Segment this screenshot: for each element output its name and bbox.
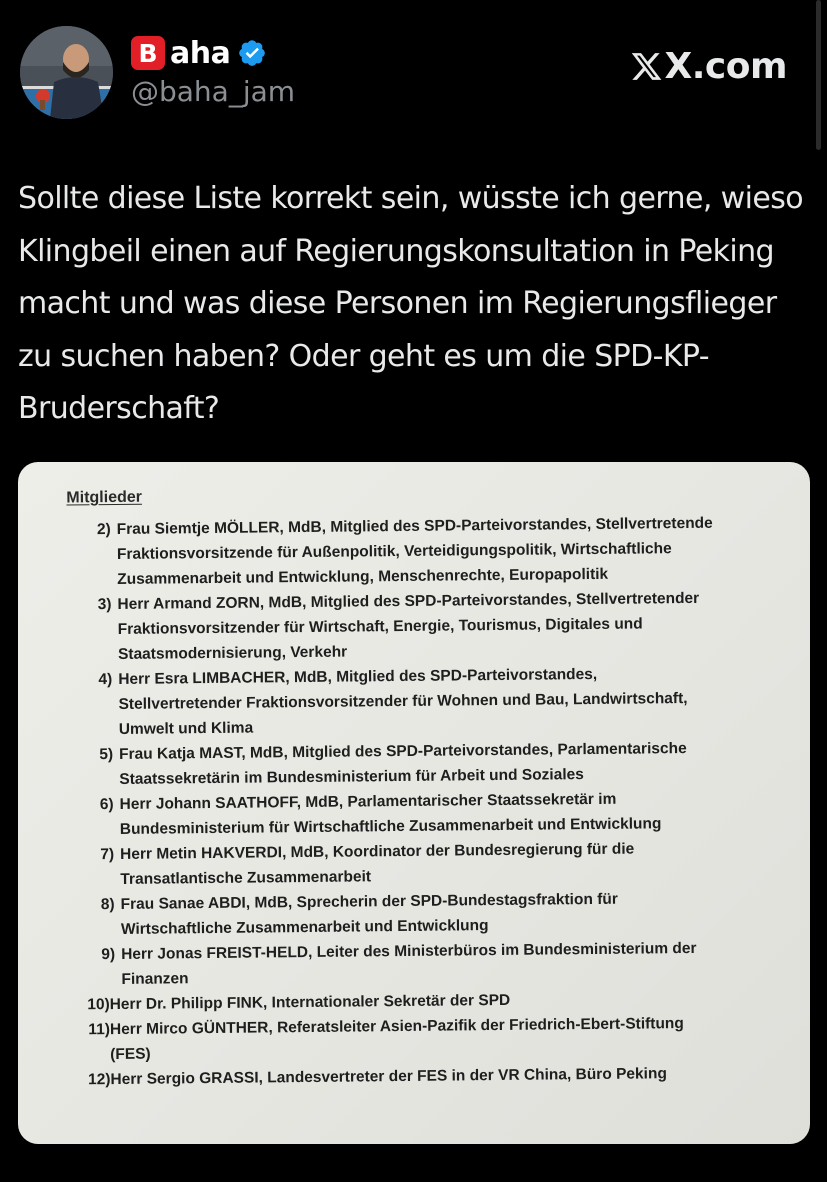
list-item-text: Frau Siemtje MÖLLER, MdB, Mitglied des SPD-Parteivorstandes, Stellvertretende Fraktionsvorsitzende für Außenpolitik, Verteidigungspolitik, Wirtschaftliche Zusammenarbeit und Entwicklung, Menschenrechte, Europapolitik xyxy=(116,514,713,588)
list-item-text: Herr Johann SAATHOFF, MdB, Parlamentarischer Staatssekretär im Bundesministerium für Wirtschaftliche Zusammenarbeit und Entwicklung xyxy=(119,790,662,838)
list-item-number: 4) xyxy=(98,671,113,689)
list-item-text: Herr Dr. Philipp FINK, Internationaler Sekretär der SPD xyxy=(109,991,511,1014)
list-item xyxy=(81,785,781,842)
member-list xyxy=(79,510,785,1092)
display-name[interactable]: aha xyxy=(170,35,231,71)
list-item xyxy=(83,935,783,992)
x-com-watermark xyxy=(630,46,787,87)
list-item-number: 10) xyxy=(87,996,110,1014)
list-item xyxy=(84,1010,784,1067)
list-item-number: 11) xyxy=(88,1021,111,1039)
list-item-number: 12) xyxy=(87,1071,111,1089)
list-item xyxy=(82,835,782,892)
b-emoji-badge: B xyxy=(131,36,165,70)
handle[interactable]: @baha_jam xyxy=(131,75,296,108)
x-com-label: X.com xyxy=(664,46,787,87)
tweet-text: Sollte diese Liste korrekt sein, wüsste ich gerne, wieso Klingbeil einen auf Regierungskonsultation in Peking macht und was diese Personen im Regierungsflieger zu suchen haben? Oder geht es um die SPD-KP-Bruderschaft? xyxy=(18,181,803,426)
list-item-text: Herr Sergio GRASSI, Landesvertreter der FES in der VR China, Büro Peking xyxy=(110,1065,667,1089)
list-item-number: 3) xyxy=(97,596,112,614)
avatar[interactable] xyxy=(20,26,113,119)
list-item-number: 5) xyxy=(99,746,114,764)
attached-document-image[interactable] xyxy=(18,462,810,1144)
list-item xyxy=(81,735,781,792)
list-item-text: Frau Sanae ABDI, MdB, Sprecherin der SPD-Bundestagsfraktion für Wirtschaftliche Zusammenarbeit und Entwicklung xyxy=(120,890,618,938)
verified-badge-icon xyxy=(237,38,267,68)
list-item-number: 6) xyxy=(99,796,114,814)
list-item xyxy=(79,510,780,592)
list-item-text: Herr Metin HAKVERDI, MdB, Koordinator der Bundesregierung für die Transatlantische Zusammenarbeit xyxy=(120,840,635,888)
document-page xyxy=(18,462,810,1144)
list-item xyxy=(83,885,783,942)
x-logo-icon xyxy=(630,50,663,83)
list-item-text: Herr Esra LIMBACHER, MdB, Mitglied des SPD-Parteivorstandes, Stellvertretender Fraktionsvorsitzender für Wohnen und Bau, Landwirtschaft, Umwelt und Klima xyxy=(118,665,688,738)
list-item-number: 7) xyxy=(100,846,115,864)
list-item xyxy=(79,585,780,667)
list-item-text: Herr Jonas FREIST-HELD, Leiter des Ministerbüros im Bundesministerium der Finanzen xyxy=(121,939,697,988)
document-heading: Mitglieder xyxy=(66,488,143,507)
list-item-number: 8) xyxy=(100,896,115,914)
display-name-row[interactable] xyxy=(131,34,267,72)
list-item-text: Frau Katja MAST, MdB, Mitglied des SPD-Parteivorstandes, Parlamentarische Staatssekretärin im Bundesministerium für Arbeit und Soziales xyxy=(118,740,687,788)
list-item-text: Herr Mirco GÜNTHER, Referatsleiter Asien-Pazifik der Friedrich-Ebert-Stiftung (FES) xyxy=(109,1015,684,1064)
scrollbar[interactable] xyxy=(816,0,821,150)
list-item-number: 2) xyxy=(96,521,111,539)
avatar-image xyxy=(20,26,113,119)
list-item xyxy=(80,660,781,742)
list-item-number: 9) xyxy=(101,946,116,964)
list-item-text: Herr Armand ZORN, MdB, Mitglied des SPD-Parteivorstandes, Stellvertretender Fraktionsvorsitzender für Wirtschaft, Energie, Tourismus, Digitales und Staatsmodernisierung, Verkehr xyxy=(117,589,700,663)
